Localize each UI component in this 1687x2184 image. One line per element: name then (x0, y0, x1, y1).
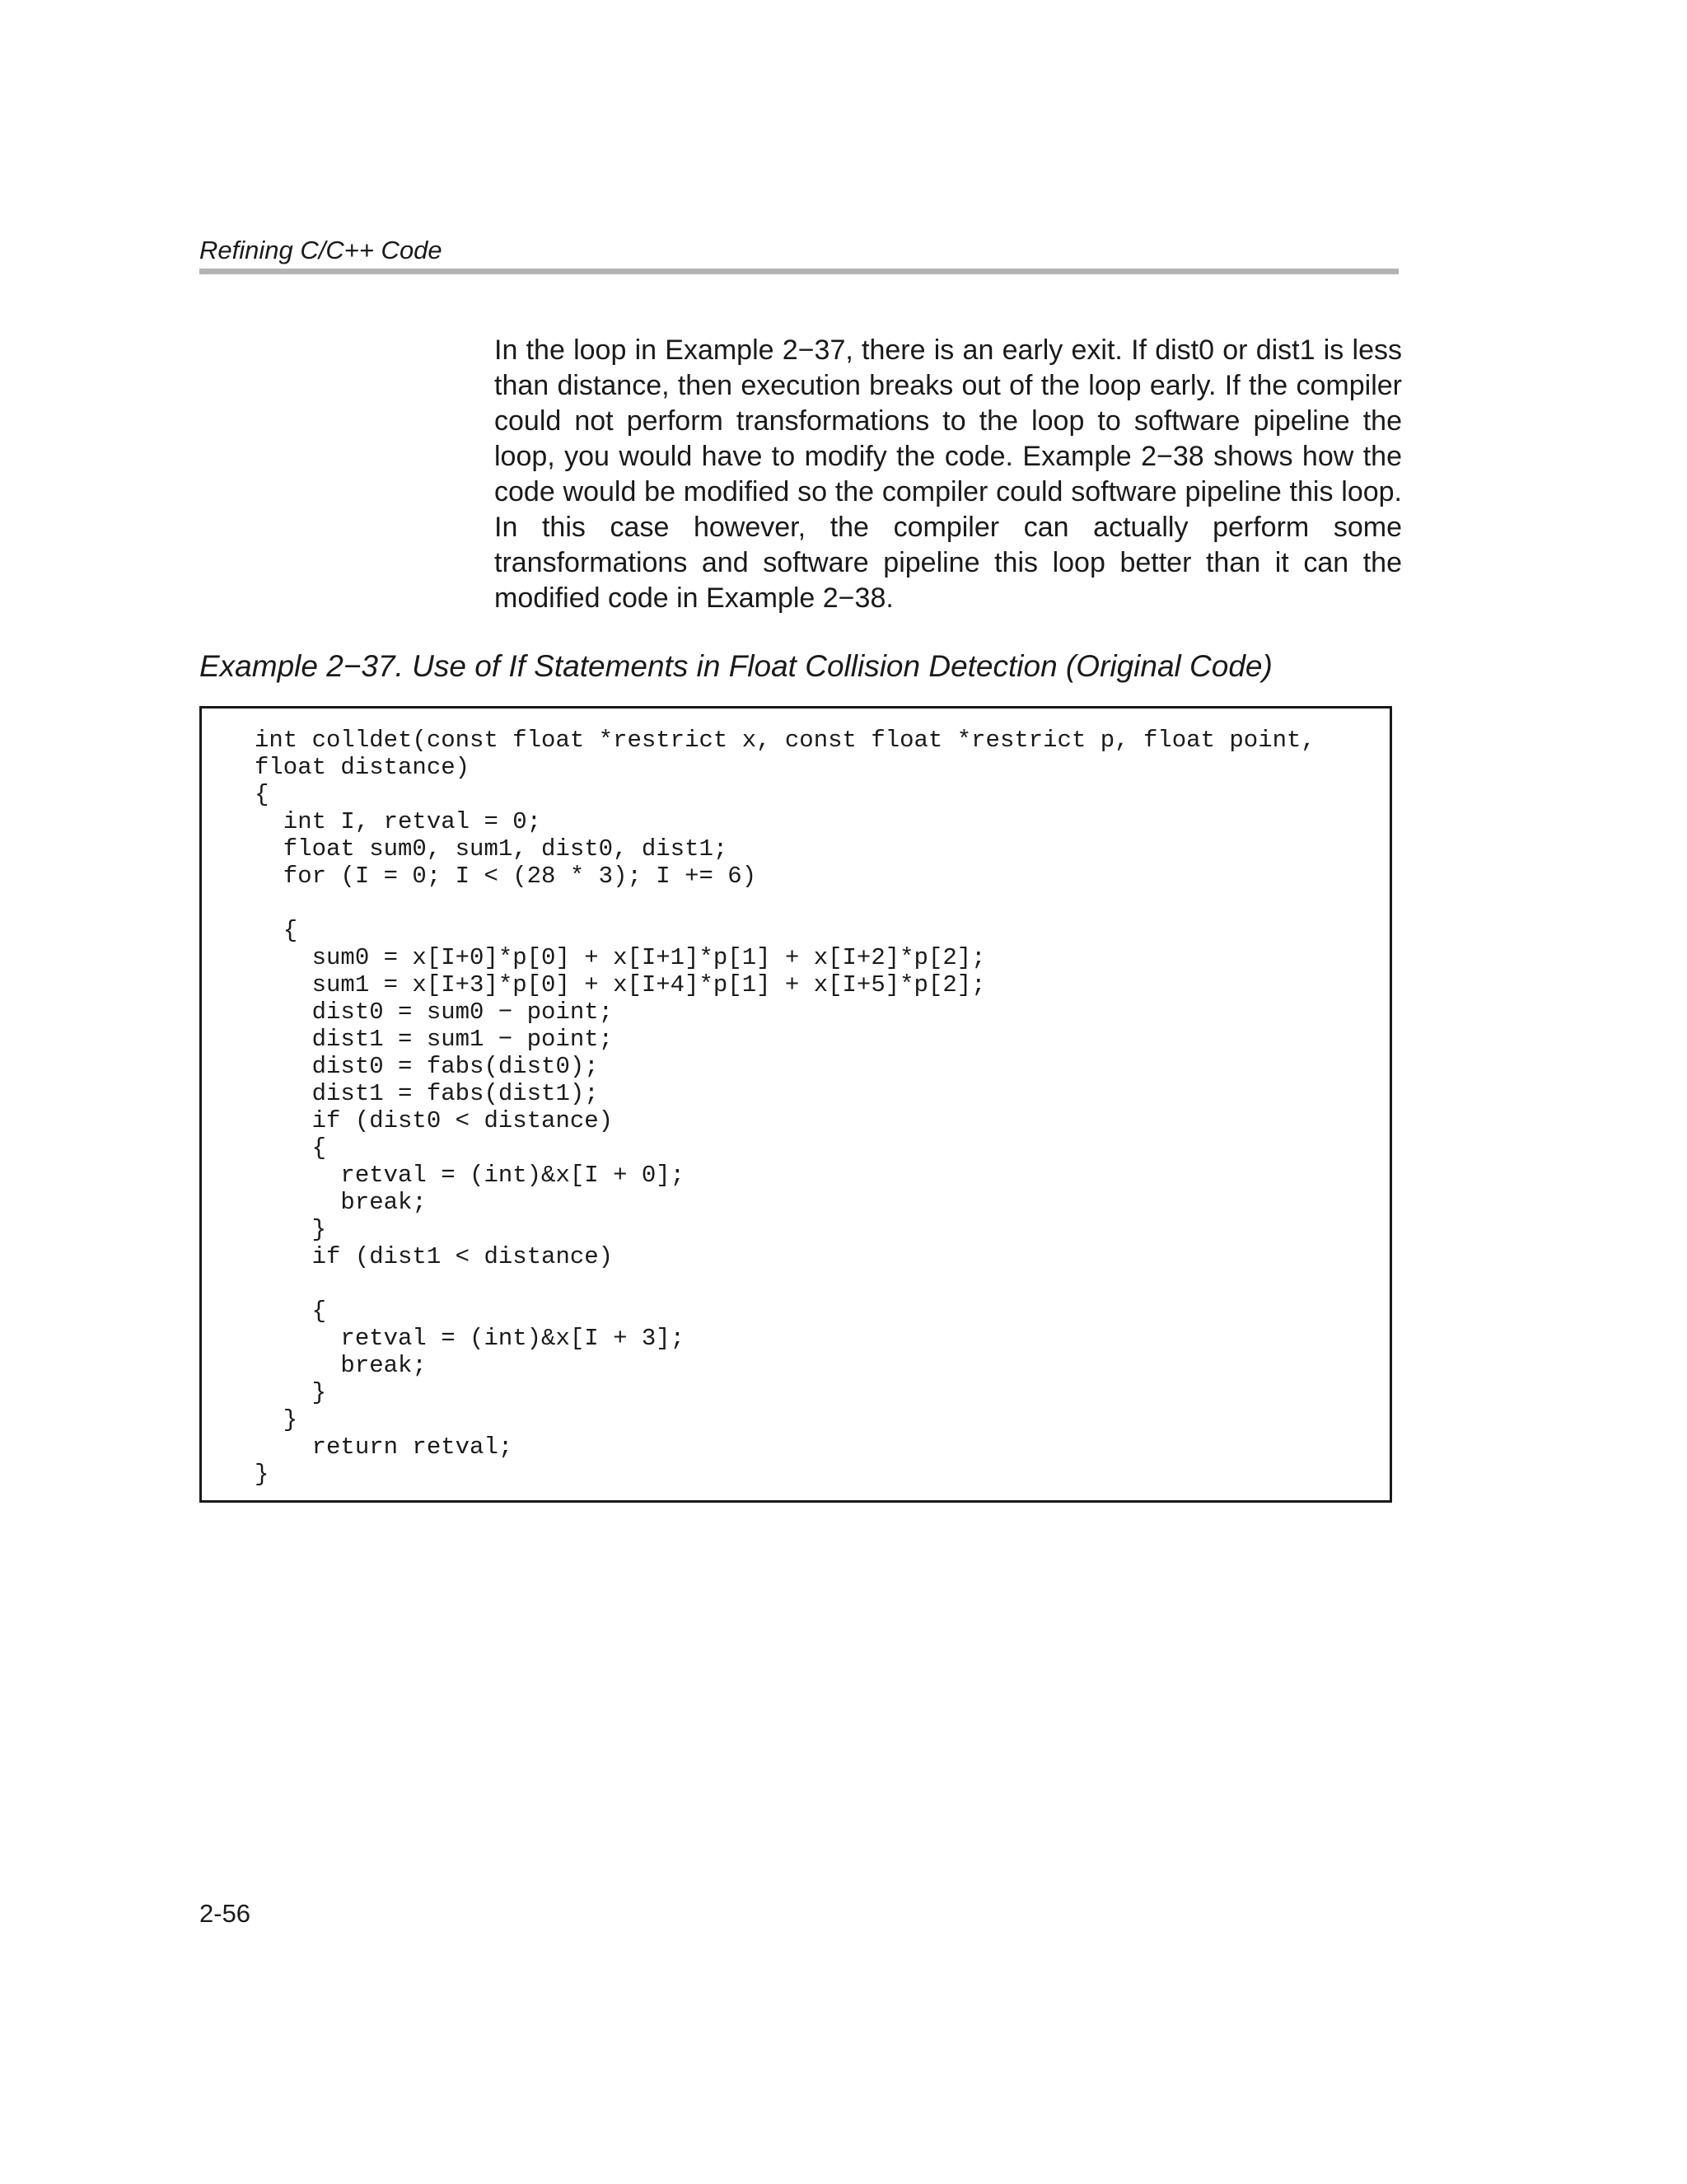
code-example-box (199, 706, 1392, 1503)
example-caption: Example 2−37. Use of If Statements in Float Collision Detection (Original Code) (199, 649, 1273, 683)
header-rule (199, 269, 1399, 274)
code-listing: int colldet(const float *restrict x, const float *restrict p, float point, float distance) { int I, retval = 0; float sum0, sum1, dist0, dist1; for (I = 0; I < (28 * 3); I += 6) { sum0 = x[I+0]*p[0] + x[I+1]*p[1] + x[I+2]*p[2]; sum1 = x[I+3]*p[0] + x[I+4]*p[1] + x[I+5]*p[2]; dist0 = sum0 − point; dist1 = sum1 − point; dist0 = fabs(dist0); dist1 = fabs(dist1); if (dist0 < distance) { retval = (int)&x[I + 0]; break; } if (dist1 < distance) { retval = (int)&x[I + 3]; break; } } return retval; } (255, 727, 1315, 1488)
page-number: 2-56 (199, 1899, 251, 1928)
running-header: Refining C/C++ Code (199, 236, 442, 264)
body-paragraph: In the loop in Example 2−37, there is an early exit. If dist0 or dist1 is less than distance, then execution breaks out of the loop early. If the compiler could not perform transformations to the loop to software pipeline the loop, you would have to modify the code. Example 2−38 shows how the code would be modified so the compiler could software pipeline this loop. In this case however, the compiler can actually perform some transformations and software pipeline this loop better than it can the modified code in Example 2−38. (494, 334, 1402, 614)
